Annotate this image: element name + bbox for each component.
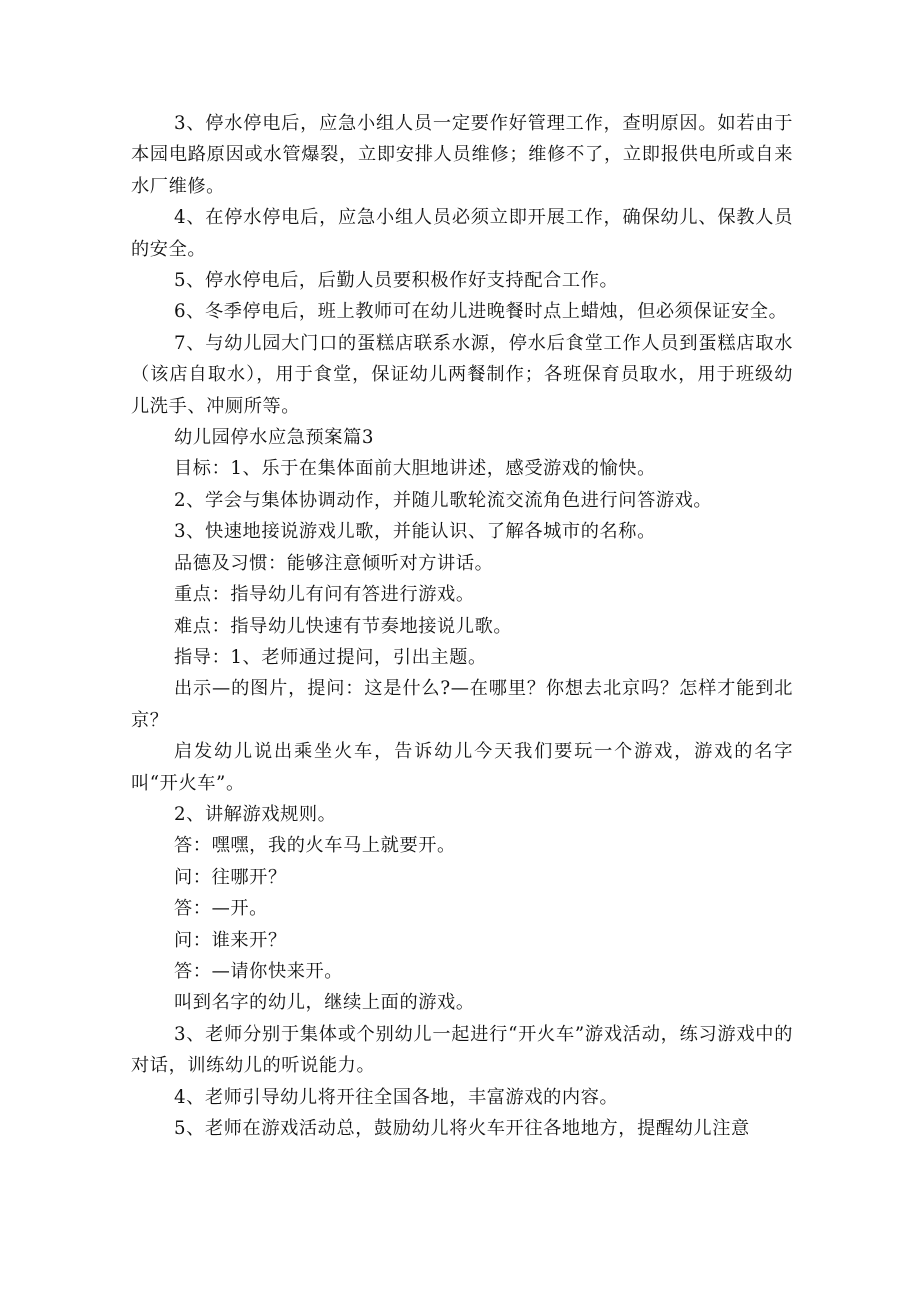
paragraph-step-5: 5、老师在游戏活动总，鼓励幼儿将火车开往各地地方，提醒幼儿注意 (174, 1118, 750, 1139)
paragraph-habits: 品德及习惯：能够注意倾听对方讲话。 (174, 552, 494, 574)
document-body (131, 108, 793, 1144)
paragraph-5: 7、与幼儿园大门口的蛋糕店联系水源，停水后食堂工作人员到蛋糕店取水（该店自取水），用于食堂，保证幼儿两餐制作；各班保育员取水，用于班级幼儿洗手、冲厕所等。 (131, 332, 793, 417)
dialogue-line-1: 答：嘿嘿，我的火车马上就要开。 (174, 835, 456, 857)
paragraph-goal-1: 目标：1、乐于在集体面前大胆地讲述，感受游戏的愉快。 (174, 458, 656, 480)
paragraph-4: 6、冬季停电后，班上教师可在幼儿进晚餐时点上蜡烛，但必须保证安全。 (174, 301, 788, 323)
paragraph-key-point: 重点：指导幼儿有问有答进行游戏。 (174, 584, 475, 606)
dialogue-line-3: 答：—开。 (174, 898, 268, 920)
dialogue-line-4: 问：谁来开？ (174, 929, 287, 951)
paragraph-1: 3、停水停电后，应急小组人员一定要作好管理工作，查明原因。如若由于本园电路原因或水管爆裂，立即安排人员维修；维修不了，立即报供电所或自来水厂维修。 (131, 113, 793, 197)
paragraph-inspire: 启发幼儿说出乘坐火车，告诉幼儿今天我们要玩一个游戏，游戏的名字叫“开火车”。 (131, 741, 793, 794)
dialogue-line-5: 答：—请你快来开。 (174, 960, 344, 982)
paragraph-difficulty: 难点：指导幼儿快速有节奏地接说儿歌。 (174, 615, 513, 637)
paragraph-2: 4、在停水停电后，应急小组人员必须立即开展工作，确保幼儿、保教人员的安全。 (131, 207, 793, 260)
paragraph-goal-3: 3、快速地接说游戏儿歌，并能认识、了解各城市的名称。 (174, 521, 656, 543)
paragraph-guidance: 指导：1、老师通过提问，引出主题。 (174, 646, 487, 668)
dialogue-line-2: 问：往哪开？ (174, 866, 287, 888)
section-heading: 幼儿园停水应急预案篇3 (174, 427, 375, 449)
paragraph-continue: 叫到名字的幼儿，继续上面的游戏。 (174, 992, 475, 1014)
paragraph-3: 5、停水停电后，后勤人员要积极作好支持配合工作。 (174, 270, 619, 292)
paragraph-step-4: 4、老师引导幼儿将开往全国各地，丰富游戏的内容。 (174, 1086, 619, 1108)
paragraph-step-3: 3、老师分别于集体或个别幼儿一起进行“开火车”游戏活动，练习游戏中的对话，训练幼儿的听说能力。 (131, 1023, 793, 1077)
paragraph-goal-2: 2、学会与集体协调动作，并随儿歌轮流交流角色进行问答游戏。 (174, 489, 713, 511)
paragraph-picture: 出示—的图片，提问：这是什么?—在哪里？你想去北京吗？怎样才能到北京？ (131, 678, 793, 731)
paragraph-rules: 2、讲解游戏规则。 (174, 803, 337, 825)
